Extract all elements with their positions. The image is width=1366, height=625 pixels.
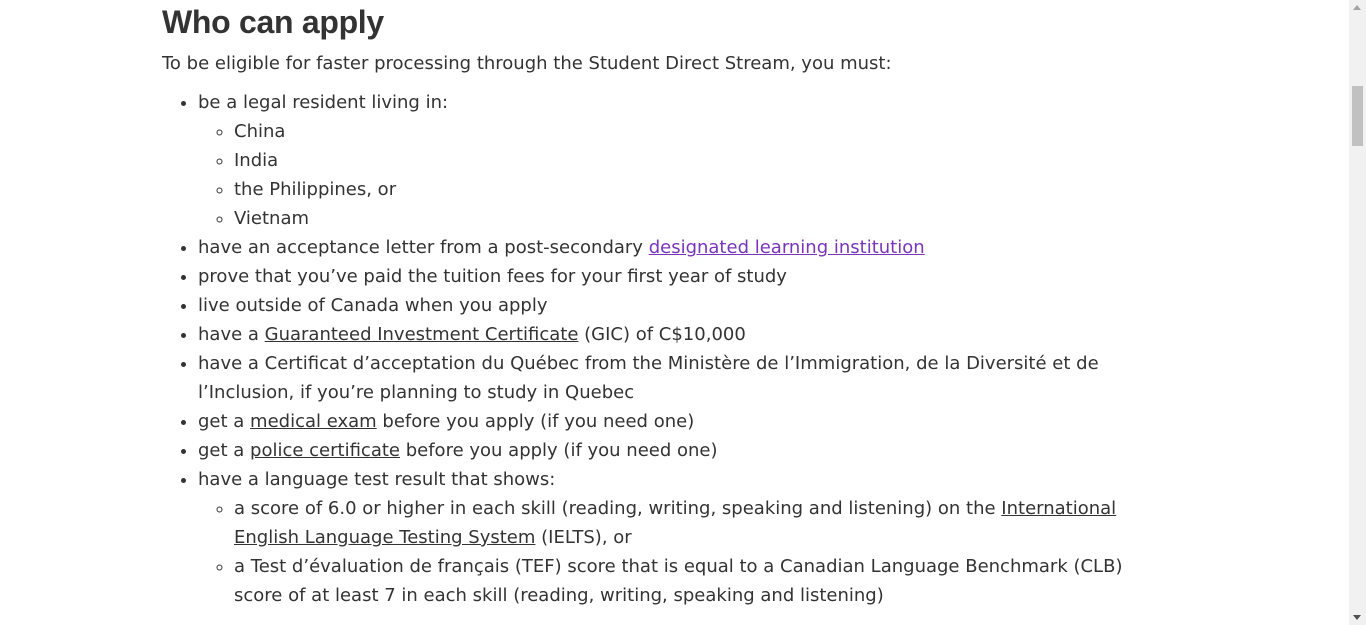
list-item: [198, 407, 1162, 436]
medical-exam-link[interactable]: medical exam: [250, 411, 377, 432]
intro-text: To be eligible for faster processing through the Student Direct Stream, you must:: [162, 53, 892, 74]
list-item: [198, 233, 1162, 262]
list-item: [198, 436, 1162, 465]
police-certificate-link[interactable]: police certificate: [250, 440, 400, 461]
language-test-list: [198, 494, 1162, 610]
vertical-scrollbar[interactable]: [1349, 0, 1366, 625]
country-list: [198, 117, 1162, 233]
eligibility-list: [162, 88, 1162, 610]
scrollbar-thumb[interactable]: [1352, 86, 1363, 146]
language-text: have a language test result that shows:: [198, 469, 556, 490]
medical-post-text: before you apply (if you need one): [376, 411, 695, 432]
police-post-text: before you apply (if you need one): [400, 440, 718, 461]
list-item: ◦ India: [234, 146, 1162, 175]
list-item: • live outside of Canada when you apply: [198, 291, 1162, 320]
list-item: [234, 494, 1162, 552]
acceptance-text: have an acceptance letter from a post-secondary: [198, 237, 649, 258]
list-item: ◦ Vietnam: [234, 204, 1162, 233]
ielts-post-text: (IELTS), or: [535, 527, 632, 548]
list-item: [198, 465, 1162, 610]
list-item: • prove that you’ve paid the tuition fees for your first year of study: [198, 262, 1162, 291]
list-item: [198, 320, 1162, 349]
scroll-down-arrow-icon[interactable]: [1353, 615, 1361, 620]
list-item: • have a Certificat d’acceptation du Québec from the Ministère de l’Immigration, de la Diversité et de l’Inclusion, if you’re planning to study in Quebec: [198, 349, 1162, 407]
ielts-pre-text: a score of 6.0 or higher in each skill (reading, writing, speaking and listening) on the: [234, 498, 1002, 519]
ielts-link[interactable]: International English Language Testing System: [234, 498, 1117, 548]
list-item: ◦ the Philippines, or: [234, 175, 1162, 204]
list-item: [198, 88, 1162, 233]
gic-pre-text: have a: [198, 324, 265, 345]
resident-text: be a legal resident living in:: [198, 92, 449, 113]
designated-learning-institution-link[interactable]: designated learning institution: [648, 237, 925, 258]
page-heading: Who can apply: [162, 4, 384, 40]
list-item: ◦ a Test d’évaluation de français (TEF) score that is equal to a Canadian Language Benchmark (CLB) score of at least 7 in each skill (reading, writing, speaking and listening): [234, 552, 1162, 610]
medical-pre-text: get a: [198, 411, 251, 432]
gic-post-text: (GIC) of C$10,000: [578, 324, 746, 345]
scroll-up-arrow-icon[interactable]: [1353, 5, 1361, 10]
police-pre-text: get a: [198, 440, 251, 461]
list-item: ◦ China: [234, 117, 1162, 146]
gic-link[interactable]: Guaranteed Investment Certificate: [264, 324, 579, 345]
